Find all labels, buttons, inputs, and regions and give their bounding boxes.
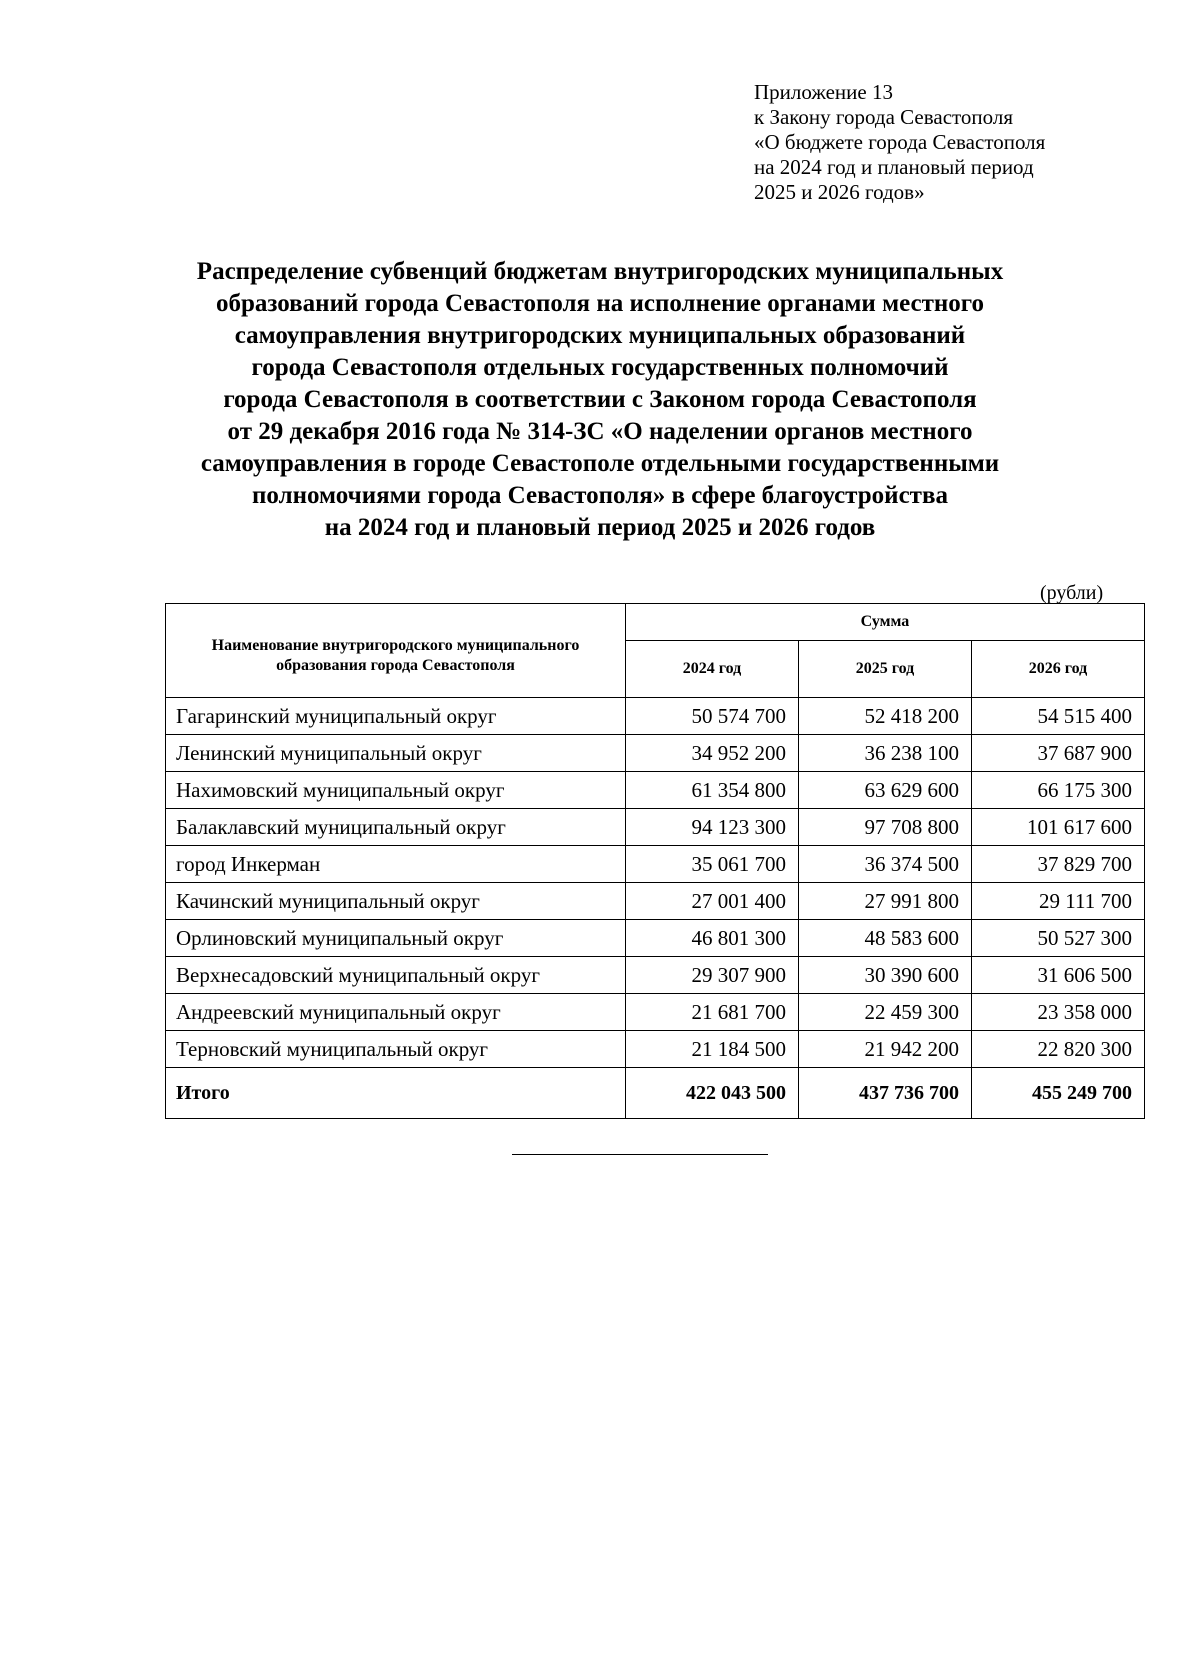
table-row — [166, 1031, 1145, 1068]
row-value-2026: 37 829 700 — [972, 846, 1145, 883]
title-line: самоуправления внутригородских муниципальных образований — [234, 322, 966, 349]
row-value-2024: 46 801 300 — [626, 920, 799, 957]
row-value-2024: 61 354 800 — [626, 772, 799, 809]
row-value-2026: 101 617 600 — [972, 809, 1145, 846]
row-name: Балаклавский муниципальный округ — [166, 809, 626, 846]
row-value-2024: 21 184 500 — [626, 1031, 799, 1068]
row-value-2026: 50 527 300 — [972, 920, 1145, 957]
row-value-2024: 29 307 900 — [626, 957, 799, 994]
table-row — [166, 698, 1145, 735]
row-value-2025: 97 708 800 — [799, 809, 972, 846]
table-row — [166, 846, 1145, 883]
table-row — [166, 920, 1145, 957]
title-line: образований города Севастополя на исполнение органами местного — [215, 290, 985, 317]
row-value-2025: 21 942 200 — [799, 1031, 972, 1068]
document-title — [100, 256, 1100, 544]
row-value-2025: 30 390 600 — [799, 957, 972, 994]
row-value-2025: 22 459 300 — [799, 994, 972, 1031]
row-value-2026: 31 606 500 — [972, 957, 1145, 994]
appendix-line: Приложение 13 — [754, 80, 893, 104]
total-label: Итого — [166, 1068, 626, 1119]
row-name: Нахимовский муниципальный округ — [166, 772, 626, 809]
row-value-2025: 36 374 500 — [799, 846, 972, 883]
column-header-2024: 2024 год — [626, 641, 799, 698]
appendix-line: на 2024 год и плановый период — [754, 155, 1034, 179]
title-line: Распределение субвенций бюджетам внутригородских муниципальных — [196, 258, 1004, 285]
column-header-sum: Сумма — [626, 604, 1145, 641]
total-value-2024: 422 043 500 — [626, 1068, 799, 1119]
row-value-2026: 22 820 300 — [972, 1031, 1145, 1068]
row-value-2026: 37 687 900 — [972, 735, 1145, 772]
units-label: (рубли) — [1040, 582, 1104, 604]
row-name: Качинский муниципальный округ — [166, 883, 626, 920]
appendix-line: к Закону города Севастополя — [754, 105, 1014, 129]
end-divider — [512, 1154, 768, 1155]
table-row — [166, 809, 1145, 846]
row-value-2024: 94 123 300 — [626, 809, 799, 846]
title-line: на 2024 год и плановый период 2025 и 2026 годов — [324, 514, 876, 541]
row-value-2024: 50 574 700 — [626, 698, 799, 735]
row-name: Гагаринский муниципальный округ — [166, 698, 626, 735]
table-row — [166, 735, 1145, 772]
row-value-2026: 29 111 700 — [972, 883, 1145, 920]
row-value-2025: 63 629 600 — [799, 772, 972, 809]
title-line: полномочиями города Севастополя» в сфере благоустройства — [252, 482, 948, 509]
row-value-2026: 23 358 000 — [972, 994, 1145, 1031]
column-header-2025: 2025 год — [799, 641, 972, 698]
row-value-2025: 52 418 200 — [799, 698, 972, 735]
column-header-name: Наименование внутригородского муниципального образования города Севастополя — [166, 604, 626, 698]
column-header-2026: 2026 год — [972, 641, 1145, 698]
appendix-note — [754, 80, 1045, 205]
row-value-2024: 21 681 700 — [626, 994, 799, 1031]
table-row — [166, 957, 1145, 994]
header-row — [166, 604, 1145, 641]
total-row — [166, 1068, 1145, 1119]
appendix-line: «О бюджете города Севастополя — [754, 130, 1046, 154]
row-value-2024: 35 061 700 — [626, 846, 799, 883]
table-row — [166, 772, 1145, 809]
row-value-2025: 36 238 100 — [799, 735, 972, 772]
row-name: Ленинский муниципальный округ — [166, 735, 626, 772]
subvention-table — [165, 603, 1145, 1119]
row-name: Терновский муниципальный округ — [166, 1031, 626, 1068]
row-value-2025: 27 991 800 — [799, 883, 972, 920]
row-value-2024: 27 001 400 — [626, 883, 799, 920]
row-name: Орлиновский муниципальный округ — [166, 920, 626, 957]
appendix-line: 2025 и 2026 годов» — [754, 180, 925, 204]
table-row — [166, 994, 1145, 1031]
row-name: Верхнесадовский муниципальный округ — [166, 957, 626, 994]
title-line: города Севастополя отдельных государственных полномочий — [251, 354, 949, 381]
total-value-2025: 437 736 700 — [799, 1068, 972, 1119]
row-value-2024: 34 952 200 — [626, 735, 799, 772]
row-name: город Инкерман — [166, 846, 626, 883]
title-line: от 29 декабря 2016 года № 314-ЗС «О наделении органов местного — [227, 418, 973, 445]
row-value-2026: 54 515 400 — [972, 698, 1145, 735]
total-value-2026: 455 249 700 — [972, 1068, 1145, 1119]
row-value-2026: 66 175 300 — [972, 772, 1145, 809]
title-line: самоуправления в городе Севастополе отдельными государственными — [200, 450, 1000, 477]
table-row — [166, 883, 1145, 920]
title-line: города Севастополя в соответствии с Законом города Севастополя — [223, 386, 977, 413]
row-name: Андреевский муниципальный округ — [166, 994, 626, 1031]
row-value-2025: 48 583 600 — [799, 920, 972, 957]
